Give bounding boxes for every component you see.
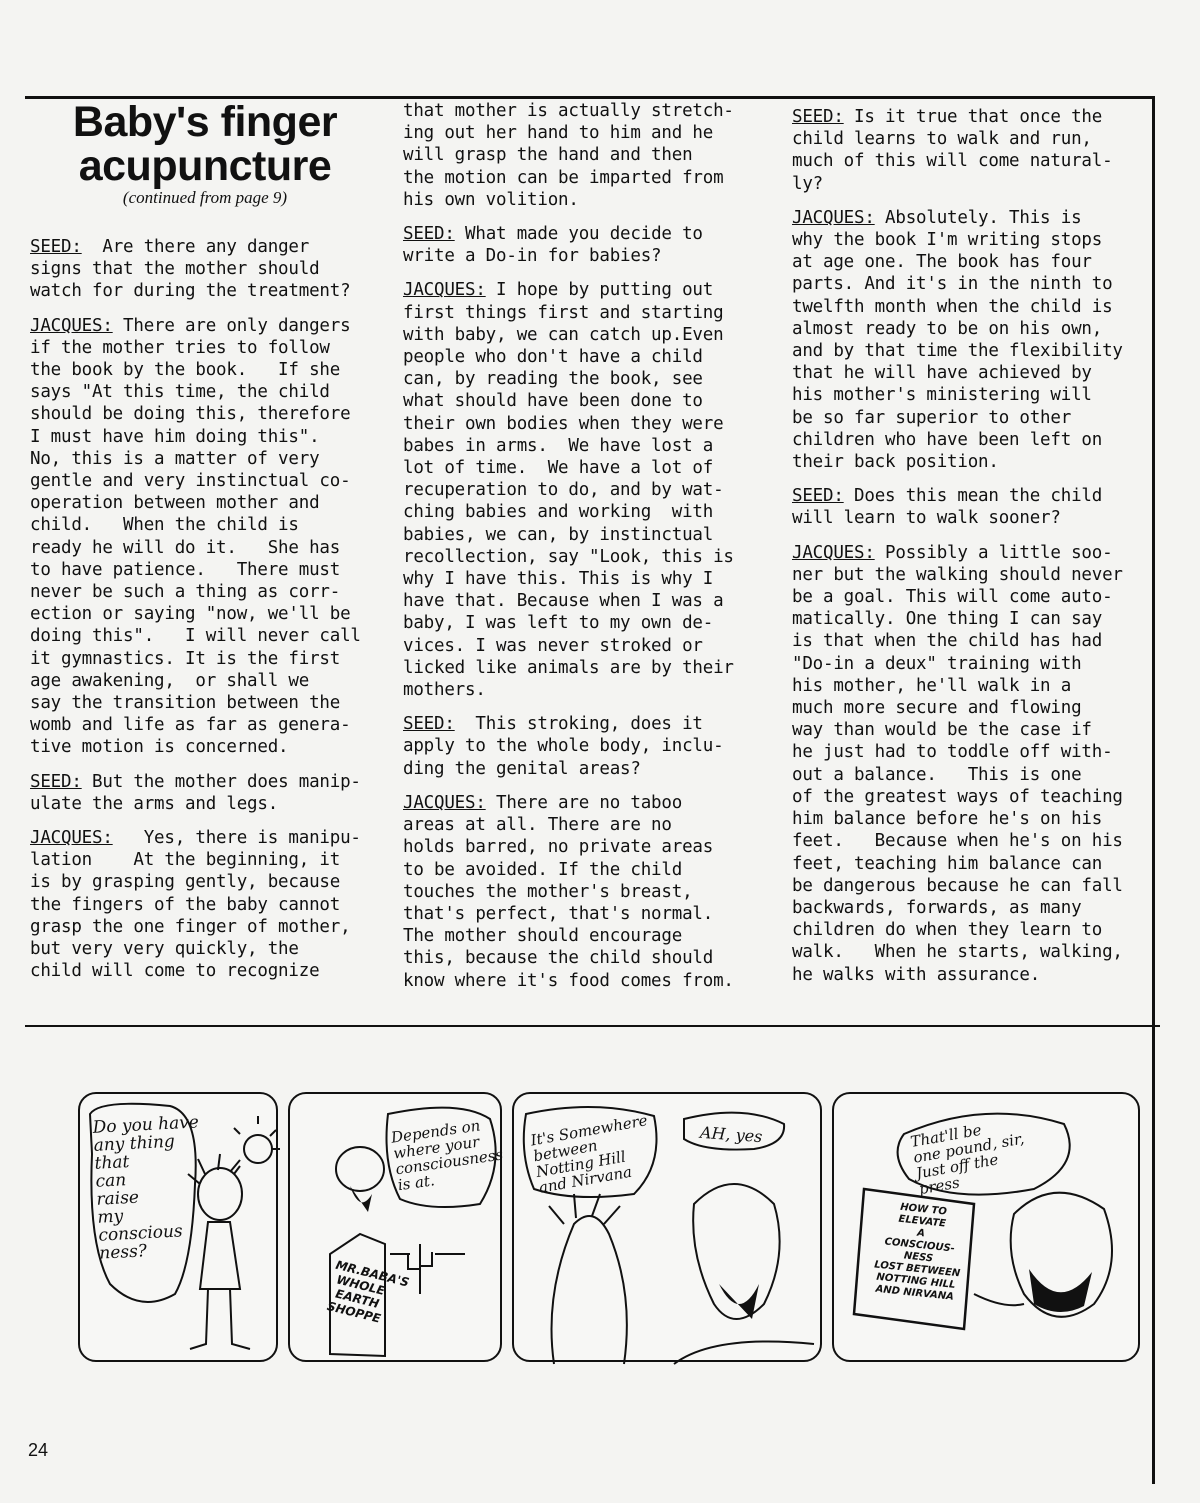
- paragraph-text: Is it true that once the child learns to walk and run, much of this will come natural- ly?: [792, 107, 1113, 194]
- paragraph: [30, 771, 361, 815]
- comic-panel-4: [832, 1092, 1140, 1362]
- paragraph-text: Possibly a little soo- ner but the walking should never be a goal. This will come auto- matically. One thing I can say is that when the child has had "Do-in a deux" training with his mother, he'll walk in a much more secure and flowing way than would be the case if he just had to toddle off with- out a balance. This is one of the greatest ways of teaching him balance before he's on his feet. Because when he's on his feet, teaching him balance can be dangerous because he can fall backwards, forwards, as many children do when they learn to walk. When he starts, walking, he walks with assurance.: [792, 542, 1123, 985]
- paragraph-text: Absolutely. This is why the book I'm writing stops at age one. The book has four parts. And it's in the ninth to twelfth month when the child is almost ready to be on his own, and by that time the flexibility that he will have achieved by his mother's ministering will be so far superior to other children who have been left on their back position.: [792, 207, 1123, 473]
- paragraph-text: that mother is actually stretch- ing out her hand to him and he will grasp the hand and then the motion can be imparted from his own volition.: [403, 101, 734, 210]
- paragraph-text: I hope by putting out first things first and starting with baby, we can catch up.Even people who don't have a child can, by reading the book, see what should have been done to their own bodies when they were babes in arms. We have lost a lot of time. We have a lot of recuperation to do, and by wat- ching babies and working with babies, we can, by instinctual recollection, say "Look, this is why I have this. This is why I have that. Because when I was a baby, I was left to my own de- vices. I was never stroked or licked like animals are by their mothers.: [403, 280, 734, 701]
- speaker-label: JACQUES:: [792, 542, 875, 563]
- paragraph: [403, 100, 734, 211]
- speaker-label: SEED:: [792, 107, 844, 127]
- panel-3-speech-left: It's Somewhere between Notting Hill and Nirvana: [529, 1111, 649, 1197]
- paragraph: [30, 315, 361, 759]
- panel-3-speech-right: AH, yes: [699, 1122, 764, 1147]
- speaker-label: SEED:: [30, 771, 82, 792]
- comic-panel-2: [288, 1092, 505, 1362]
- speaker-label: JACQUES:: [792, 207, 875, 228]
- panel-4-speech: That'll be one pound, sir, Just off the press: [909, 1120, 1026, 1199]
- paragraph-text: There are no taboo areas at all. There are no holds barred, no private areas to be avoided. If the child touches the mother's breast, that's perfect, that's normal. The mother should encourage this, because the child should know where it's food comes from.: [403, 792, 734, 991]
- paragraph-text: Yes, there is manipu- lation At the beginning, it is by grasping gently, because the fingers of the baby cannot grasp the one finger of mother, but very very quickly, the child will come to recognize: [30, 828, 361, 982]
- paragraph: [403, 279, 734, 701]
- paragraph-text: This stroking, does it apply to the whole body, inclu- ding the genital areas?: [403, 714, 724, 779]
- speaker-label: SEED:: [792, 486, 844, 507]
- paragraph-text: What made you decide to write a Do-in for babies?: [403, 224, 703, 267]
- column-3: [792, 106, 1123, 998]
- page-number: 24: [28, 1440, 49, 1460]
- paragraph: [792, 207, 1123, 473]
- speaker-label: SEED:: [30, 237, 82, 257]
- paragraph: [792, 485, 1123, 529]
- comic-panel-1: [78, 1092, 278, 1362]
- speaker-label: JACQUES:: [30, 828, 113, 849]
- paragraph-text: Does this mean the child will learn to walk sooner?: [792, 486, 1103, 529]
- speaker-label: SEED:: [403, 224, 455, 245]
- comic-divider: [25, 1025, 1160, 1027]
- speaker-label: SEED:: [403, 714, 455, 735]
- article-subtitle: (continued from page 9): [122, 188, 288, 207]
- column-2: [403, 100, 734, 1004]
- panel-1-speech: Do you have any thing that can raise my conscious ness?: [92, 1112, 200, 1264]
- paragraph: [792, 542, 1123, 986]
- panel-2-speech: Depends on where your consciousness is at.: [389, 1116, 505, 1195]
- paragraph-text: Are there any danger signs that the mother should watch for during the treatment?: [30, 237, 351, 302]
- paragraph: [403, 792, 734, 992]
- speaker-label: JACQUES:: [30, 315, 113, 336]
- comic-panel-3: [512, 1092, 822, 1362]
- paragraph: [30, 236, 361, 303]
- paragraph: [403, 223, 734, 267]
- title-line-2: acupuncture: [78, 142, 332, 190]
- paragraph: [403, 713, 734, 780]
- book-cover-title: HOW TO ELEVATE A CONSCIOUS- NESS LOST BETWEEN NOTTING HILL AND NIRVANA: [873, 1201, 961, 1303]
- paragraph: [792, 106, 1123, 195]
- column-1: [30, 236, 361, 995]
- title-line-1: Baby's finger: [72, 98, 338, 146]
- comic-strip: [60, 1082, 1140, 1382]
- speaker-label: JACQUES:: [403, 792, 486, 813]
- paragraph-text: But the mother does manip- ulate the arms and legs.: [30, 771, 361, 814]
- article-title: [40, 100, 370, 188]
- paragraph: [30, 827, 361, 982]
- shop-sign: MR.BABA'S WHOLE EARTH SHOPPE: [325, 1257, 411, 1326]
- speaker-label: JACQUES:: [403, 280, 486, 301]
- paragraph-text: There are only dangers if the mother tries to follow the book by the book. If she says "At this time, the child should be doing this, therefore I must have him doing this". No, this is a matter of very gentle and very instinctual co- operation between mother and child. When the child is ready he will do it. She has to have patience. There must never be such a thing as corr- ection or saying "now, we'll be doing this". I will never call it gymnastics. It is the first age awakening, or shall we say the transition between the womb and life as far as genera- tive motion is concerned.: [30, 315, 361, 758]
